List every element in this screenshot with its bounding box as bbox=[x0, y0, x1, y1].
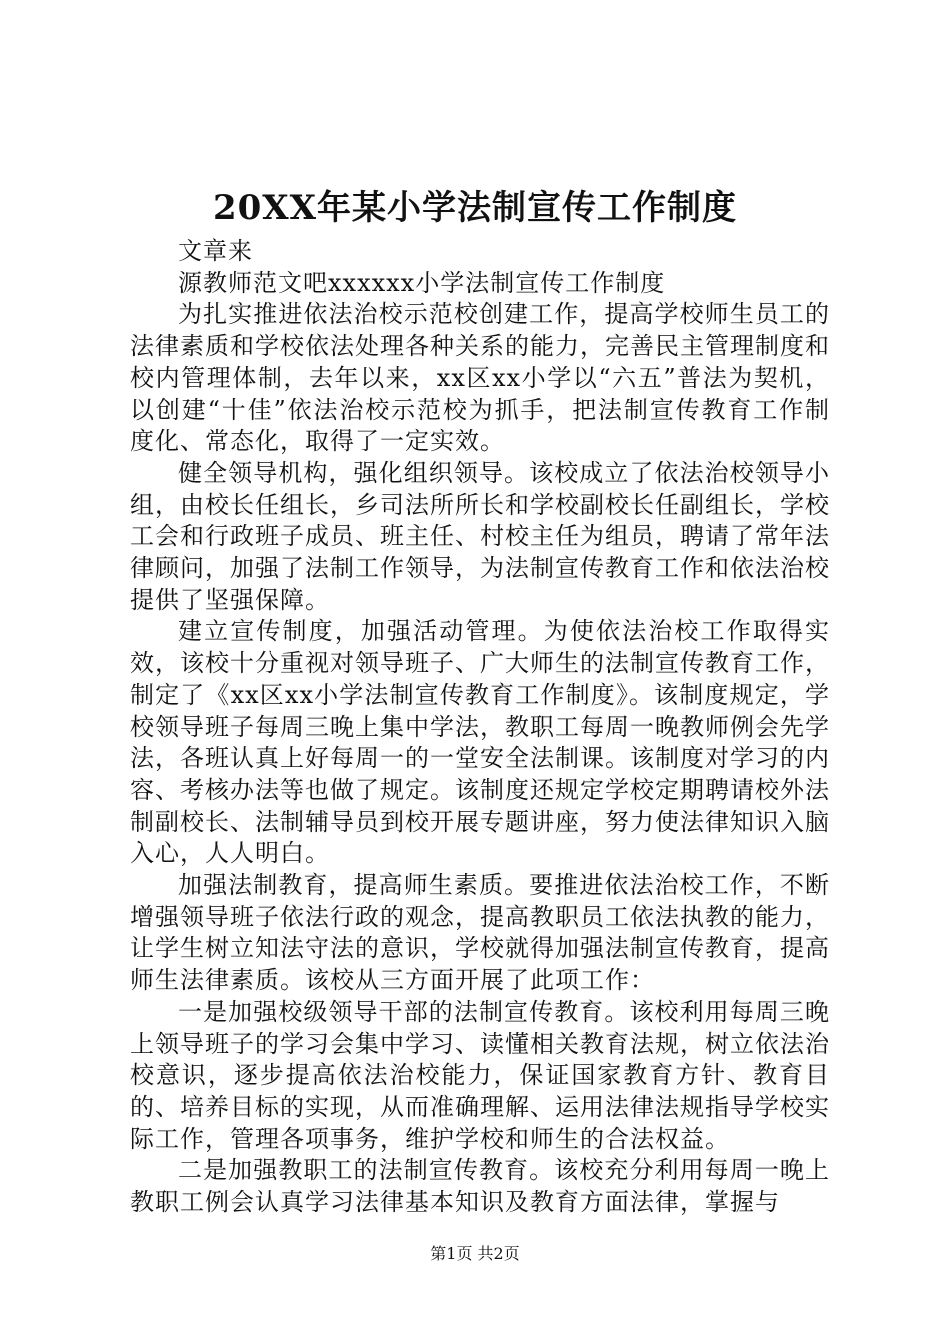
paragraph: 文章来 bbox=[178, 237, 253, 265]
paragraph: 二是加强教职工的法制宣传教育。该校充分利用每周一晚上教职工例会认真学习法律基本知识及教育方面法律，掌握与 bbox=[130, 1156, 830, 1217]
paragraph: 一是加强校级领导干部的法制宣传教育。该校利用每周三晚上领导班子的学习会集中学习、读懂相关教育法规，树立依法治校意识，逐步提高依法治校能力，保证国家教育方针、教育目的、培养目标的实现，从而准确理解、运用法律法规指导学校实际工作，管理各项事务，维护学校和师生的合法权益。 bbox=[130, 997, 830, 1153]
paragraph: 加强法制教育，提高师生素质。要推进依法治校工作，不断增强领导班子依法行政的观念，提高教职员工依法执教的能力，让学生树立知法守法的意识，学校就得加强法制宣传教育，提高师生法律素质。该校从三方面开展了此项工作： bbox=[130, 871, 830, 995]
document-title: 20XX年某小学法制宣传工作制度 bbox=[212, 188, 738, 228]
paragraph: 健全领导机构，强化组织领导。该校成立了依法治校领导小组，由校长任组长，乡司法所所长和学校副校长任副组长，学校工会和行政班子成员、班主任、村校主任为组员，聘请了常年法律顾问，加强了法制工作领导，为法制宣传教育工作和依法治校提供了坚强保障。 bbox=[130, 458, 830, 614]
document-body bbox=[130, 236, 830, 1219]
paragraph: 源教师范文吧xxxxxx小学法制宣传工作制度 bbox=[178, 268, 666, 297]
paragraph: 为扎实推进依法治校示范校创建工作，提高学校师生员工的法律素质和学校依法处理各种关系的能力，完善民主管理制度和校内管理体制，去年以来，xx区xx小学以“六五”普法为契机，以创建“十佳”依法治校示范校为抓手，把法制宣传教育工作制度化、常态化，取得了一定实效。 bbox=[130, 300, 830, 456]
paragraph: 建立宣传制度，加强活动管理。为使依法治校工作取得实效，该校十分重视对领导班子、广大师生的法制宣传教育工作，制定了《xx区xx小学法制宣传教育工作制度》。该制度规定，学校领导班子每周三晚上集中学法，教职工每周一晚教师例会先学法，各班认真上好每周一的一堂安全法制课。该制度对学习的内容、考核办法等也做了规定。该制度还规定学校定期聘请校外法制副校长、法制辅导员到校开展专题讲座，努力使法律知识入脑入心，人人明白。 bbox=[130, 617, 830, 868]
page-footer: 第1页 共2页 bbox=[430, 1244, 520, 1263]
